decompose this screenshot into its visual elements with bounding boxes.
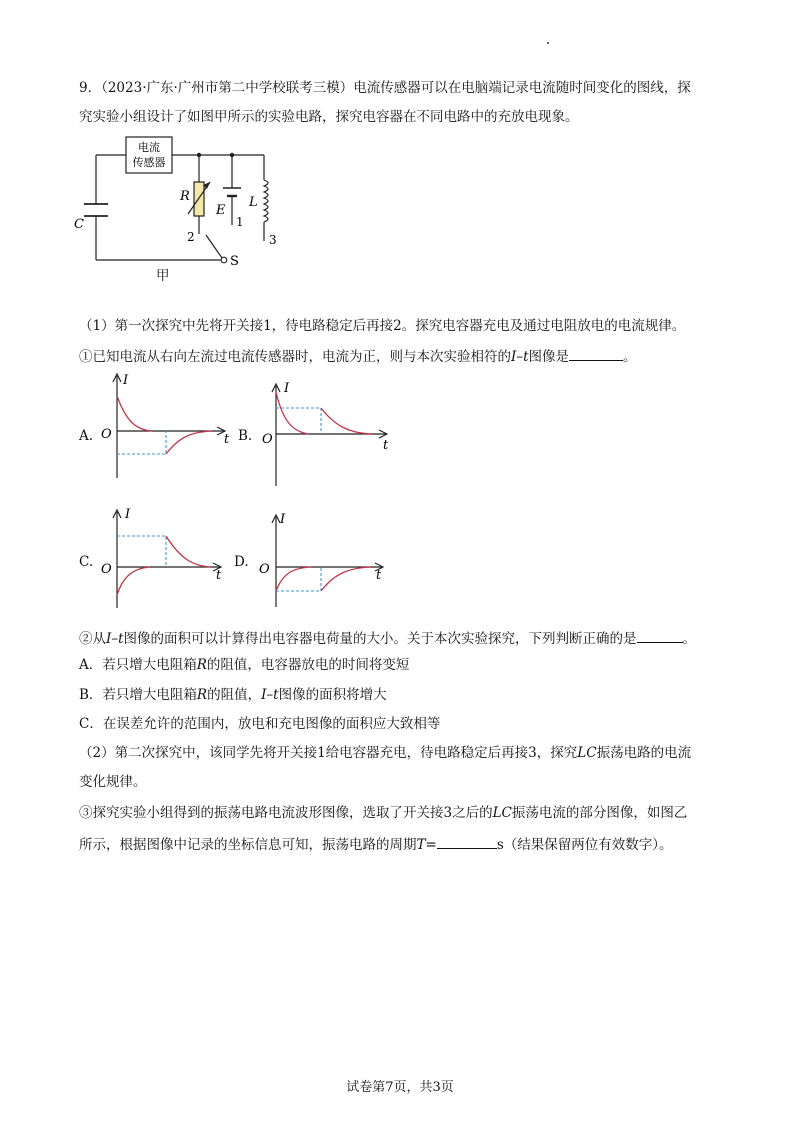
answer-blank-1[interactable] bbox=[569, 346, 623, 361]
part3-line1: （2）第二次探究中，该同学先将开关接1给电容器充电，待电路稳定后再接3，探究LC振荡电路的电流 bbox=[79, 745, 692, 761]
circuit-diagram bbox=[70, 132, 290, 282]
svg-text:I: I bbox=[284, 381, 290, 396]
answer-blank-3[interactable] bbox=[437, 834, 497, 849]
sensor-label-line2: 传感器 bbox=[132, 156, 166, 169]
svg-text:O: O bbox=[101, 562, 112, 577]
contact-2-label: 2 bbox=[187, 230, 195, 244]
graph-a bbox=[96, 366, 246, 486]
part2-option-a: A．若只增大电阻箱R的阻值，电容器放电的时间将变短 bbox=[79, 657, 410, 673]
part2-option-c: C．在误差允许的范围内，放电和充电图像的面积应大致相等 bbox=[79, 716, 441, 732]
page-dot bbox=[547, 42, 549, 44]
graph-c bbox=[96, 500, 246, 615]
option-d-label: D. bbox=[234, 554, 249, 570]
capacitor-label: C bbox=[74, 217, 84, 232]
svg-text:I: I bbox=[125, 507, 131, 522]
contact-1-label: 1 bbox=[236, 215, 244, 229]
switch-label: S bbox=[230, 254, 239, 269]
switch-pivot bbox=[221, 257, 227, 263]
svg-text:I: I bbox=[280, 512, 286, 527]
question-number: 9． bbox=[79, 80, 102, 96]
answer-blank-2[interactable] bbox=[637, 628, 683, 643]
part3-question-line2: 所示，根据图像中记录的坐标信息可知，振荡电路的周期T= s（结果保留两位有效数字）。 bbox=[79, 834, 673, 855]
svg-text:t: t bbox=[383, 438, 389, 453]
option-b-label: B. bbox=[238, 428, 253, 444]
question-stem-line1 bbox=[79, 78, 691, 98]
contact-3-label: 3 bbox=[269, 233, 277, 247]
option-c-label: C. bbox=[79, 554, 94, 570]
option-a-label: A. bbox=[79, 428, 94, 444]
sensor-label-line1: 电流 bbox=[138, 141, 160, 154]
page-footer: 试卷第7页，共3页 bbox=[346, 1080, 454, 1095]
part3-line2: 变化规律。 bbox=[79, 774, 147, 790]
svg-text:O: O bbox=[262, 432, 273, 447]
question-stem-line2: 究实验小组设计了如图甲所示的实验电路，探究电容器在不同电路中的充放电现象。 bbox=[79, 109, 579, 125]
part2-question: ②从I–t图像的面积可以计算得出电容器电荷量的大小。关于本次实验探究，下列判断正确的是 。 bbox=[79, 628, 696, 649]
svg-text:t: t bbox=[376, 568, 382, 583]
resistor-label: R bbox=[180, 189, 190, 204]
circuit-caption: 甲 bbox=[156, 268, 170, 284]
part3-question-line1: ③探究实验小组得到的振荡电路电流波形图像，选取了开关接3之后的LC振荡电流的部分图像，如图乙 bbox=[79, 805, 688, 821]
part1-question: ①已知电流从右向左流过电流传感器时，电流为正，则与本次实验相符的I–t图像是 。 bbox=[79, 346, 637, 367]
svg-text:O: O bbox=[101, 427, 112, 442]
inductor-label: L bbox=[249, 195, 258, 210]
part1-intro: （1）第一次探究中先将开关接1，待电路稳定后再接2。探究电容器充电及通过电阻放电的电流规律。 bbox=[79, 318, 686, 334]
graph-b bbox=[255, 374, 405, 494]
question-stem-text1: 电流传感器可以在电脑端记录电流随时间变化的图线，探 bbox=[353, 80, 691, 96]
svg-text:I: I bbox=[123, 373, 129, 388]
battery-label: E bbox=[216, 203, 226, 218]
part2-option-b: B．若只增大电阻箱R的阻值，I–t图像的面积将增大 bbox=[79, 687, 387, 703]
question-source: （2023·广东·广州市第二中学校联考三模） bbox=[101, 80, 354, 96]
svg-text:O: O bbox=[259, 562, 270, 577]
graph-d bbox=[255, 505, 405, 620]
svg-text:t: t bbox=[224, 432, 230, 447]
svg-text:t: t bbox=[216, 568, 222, 583]
